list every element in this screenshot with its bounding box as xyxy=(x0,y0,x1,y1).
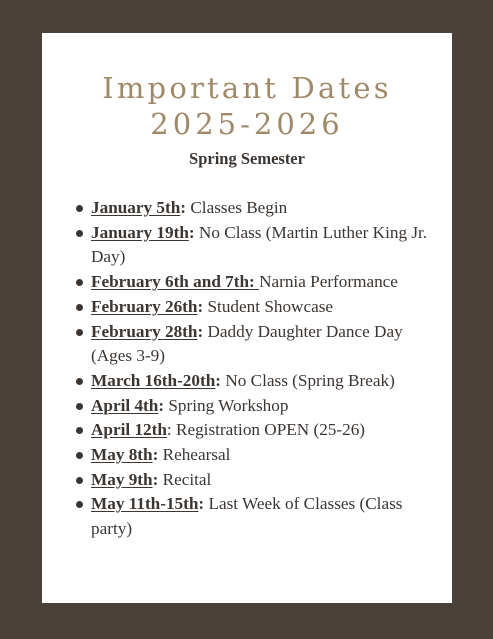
bullet-icon xyxy=(76,304,83,311)
item-description: Daddy Daughter Dance Day (Ages 3-9) xyxy=(91,321,403,366)
semester-heading: Spring Semester xyxy=(189,149,305,168)
item-separator: : xyxy=(215,370,222,390)
item-description: : Registration OPEN (25-26) xyxy=(166,420,366,440)
bullet-icon xyxy=(76,279,83,286)
list-item xyxy=(91,394,441,419)
list-item xyxy=(91,320,441,369)
item-description: No Class (Martin Luther King Jr. Day) xyxy=(91,222,428,267)
list-item xyxy=(91,418,441,443)
item-date: February 26th xyxy=(91,296,198,316)
item-description: Recital xyxy=(158,469,212,489)
bullet-icon xyxy=(76,452,83,459)
item-separator: : xyxy=(188,222,195,242)
list-item xyxy=(91,221,441,270)
list-item xyxy=(91,492,441,541)
list-item xyxy=(91,443,441,468)
item-date: March 16th-20th xyxy=(91,370,216,390)
school-year: 2025-2026 xyxy=(150,107,344,141)
item-description: Last Week of Classes (Class party) xyxy=(91,494,403,539)
item-separator: : xyxy=(197,321,204,341)
item-description: Student Showcase xyxy=(203,296,334,316)
bullet-icon xyxy=(76,403,83,410)
bullet-icon xyxy=(76,329,83,336)
dates-list xyxy=(91,196,441,542)
bullet-icon xyxy=(76,501,83,508)
bullet-icon xyxy=(76,378,83,385)
item-separator: : xyxy=(180,198,187,217)
item-description: Rehearsal xyxy=(158,445,231,465)
item-date: January 19th xyxy=(91,222,189,242)
list-item xyxy=(91,295,441,320)
item-separator: : xyxy=(198,494,205,514)
item-separator: : xyxy=(152,445,159,465)
item-separator: : xyxy=(152,469,159,489)
list-item xyxy=(91,196,441,221)
bullet-icon xyxy=(76,427,83,434)
list-item xyxy=(91,270,441,295)
item-description: Spring Workshop xyxy=(164,395,289,415)
dates-card xyxy=(42,33,452,603)
item-date: April 12th xyxy=(91,420,167,440)
bullet-icon xyxy=(76,205,83,212)
page-title: Important Dates xyxy=(102,71,392,105)
list-item xyxy=(91,369,441,394)
item-date: May 8th xyxy=(91,445,153,465)
item-separator: : xyxy=(197,296,204,316)
item-date: February 28th xyxy=(91,321,198,341)
item-date: February 6th and 7th: xyxy=(91,272,260,292)
bullet-icon xyxy=(76,477,83,484)
item-separator: : xyxy=(158,395,165,415)
item-date: April 4th xyxy=(91,395,159,415)
item-date: May 9th xyxy=(91,469,153,489)
list-item xyxy=(91,468,441,493)
item-date: January 5th xyxy=(91,198,181,217)
item-description: Classes Begin xyxy=(186,198,288,217)
item-description: Narnia Performance xyxy=(259,272,398,292)
bullet-icon xyxy=(76,230,83,237)
item-description: No Class (Spring Break) xyxy=(221,370,395,390)
item-date: May 11th-15th xyxy=(91,494,199,514)
